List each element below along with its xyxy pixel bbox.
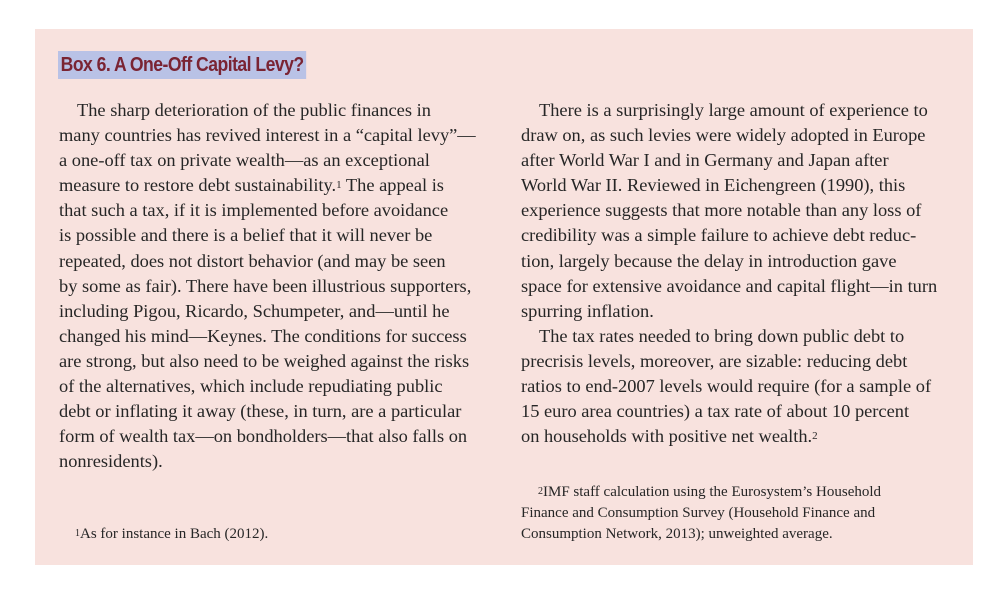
paragraph-line (521, 424, 961, 449)
paragraph-line: The tax rates needed to bring down public debt to (539, 325, 905, 346)
box-title: Box 6. A One-Off Capital Levy? (58, 51, 306, 79)
paragraph-line: debt or inflating it away (these, in turn, are a particular (59, 401, 462, 422)
paragraph-line: a one-off tax on private wealth—as an exceptional (59, 150, 430, 171)
footnote-2-line: Finance and Consumption Survey (Household Finance and (521, 505, 876, 521)
line-text: measure to restore debt sustainability. (59, 175, 337, 196)
paragraph-line: many countries has revived interest in a “capital levy”— (59, 125, 476, 146)
paragraph-line: nonresidents). (59, 451, 163, 472)
line-text: The appeal is (341, 175, 444, 196)
paragraph-line: ratios to end-2007 levels would require (for a sample of (521, 376, 932, 397)
paragraph-line: changed his mind—Keynes. The conditions for success (59, 325, 467, 346)
right-column (521, 98, 961, 449)
paragraph-line: is possible and there is a belief that it will never be (59, 225, 433, 246)
paragraph-line: experience suggests that more notable than any loss of (521, 200, 922, 221)
paragraph-line: form of wealth tax—on bondholders—that also falls on (59, 426, 468, 447)
paragraph-line: are strong, but also need to be weighed against the risks (59, 350, 470, 371)
footnote-1 (75, 524, 268, 545)
footnote-reference-1[interactable]: 1 (336, 179, 342, 192)
paragraph-line: tion, largely because the delay in introduction gave (521, 250, 897, 271)
paragraph-line: credibility was a simple failure to achieve debt reduc- (521, 225, 917, 246)
paragraph-line: that such a tax, if it is implemented before avoidance (59, 200, 449, 221)
footnote-1-text: As for instance in Bach (2012). (80, 526, 269, 542)
left-column (59, 98, 499, 474)
footnote-1-mark: 1 (75, 528, 80, 539)
paragraph-line: The sharp deterioration of the public finances in (77, 100, 431, 120)
paragraph-line: including Pigou, Ricardo, Schumpeter, and—until he (59, 300, 450, 321)
paragraph-line: draw on, as such levies were widely adopted in Europe (521, 125, 926, 146)
paragraph-line: after World War I and in Germany and Japan after (521, 150, 889, 171)
footnote-2-line (521, 482, 881, 503)
footnote-reference-2[interactable]: 2 (812, 430, 818, 443)
paragraph-line: spurring inflation. (521, 300, 654, 321)
footnote-2 (521, 482, 881, 545)
footnote-2-mark: 2 (538, 486, 543, 497)
paragraph-line: space for extensive avoidance and capital flight—in turn (521, 275, 938, 296)
footnote-2-line: Consumption Network, 2013); unweighted average. (521, 526, 833, 542)
paragraph-line: World War II. Reviewed in Eichengreen (1990), this (521, 175, 906, 196)
paragraph-line: repeated, does not distort behavior (and may be seen (59, 250, 446, 271)
footnote-2-text: IMF staff calculation using the Eurosystem’s Household (543, 484, 882, 500)
paragraph-line: There is a surprisingly large amount of experience to (539, 100, 928, 120)
paragraph-line: precrisis levels, moreover, are sizable: reducing debt (521, 350, 908, 371)
paragraph-line (59, 173, 499, 198)
line-text: on households with positive net wealth. (521, 426, 813, 447)
box-panel (35, 29, 973, 565)
paragraph-line: of the alternatives, which include repudiating public (59, 376, 443, 397)
paragraph-line: 15 euro area countries) a tax rate of about 10 percent (521, 401, 910, 422)
paragraph-line: by some as fair). There have been illustrious supporters, (59, 275, 472, 296)
